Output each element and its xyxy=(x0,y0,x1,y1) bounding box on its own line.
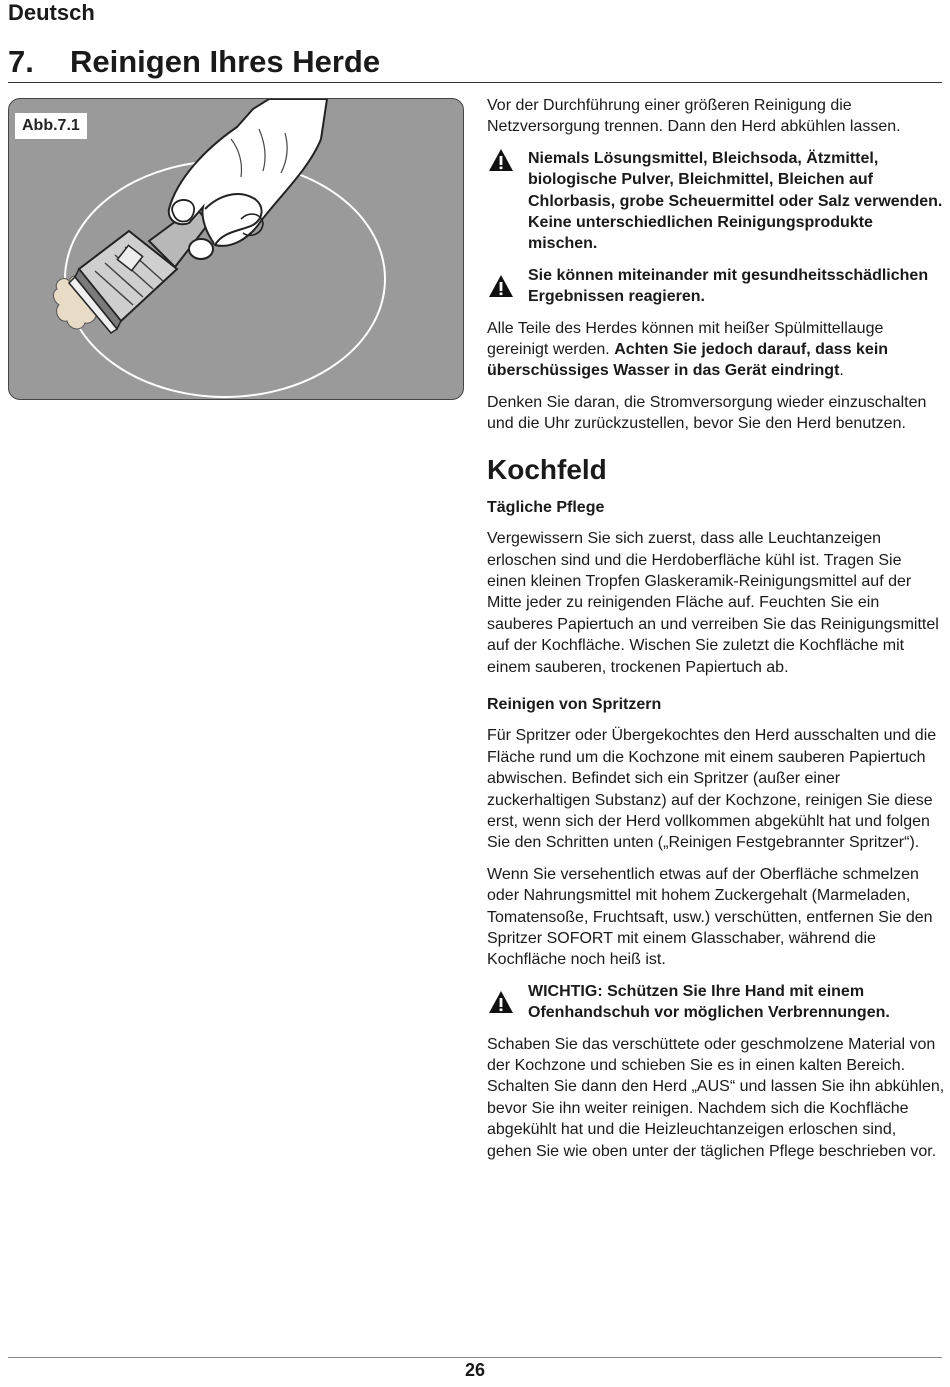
subsection-title-daily-care: Tägliche Pflege xyxy=(487,498,605,516)
figure-label: Abb.7.1 xyxy=(15,113,87,139)
language-label: Deutsch xyxy=(8,0,95,25)
warning-block-3 xyxy=(487,981,945,1024)
cleaning-parts-paragraph xyxy=(487,318,945,382)
cleaning-parts-emphasis: Achten Sie jedoch darauf, dass kein überschüssiges Wasser in das Gerät eindringt xyxy=(487,341,889,380)
warning-block-1 xyxy=(487,148,945,255)
power-reminder-paragraph: Denken Sie daran, die Stromversorgung wieder einzuschalten und die Uhr zurückzustellen, bevor Sie den Herd benutzen. xyxy=(487,393,927,433)
footer-divider xyxy=(8,1357,942,1358)
warning-text-2: Sie können miteinander mit gesundheitsschädlichen Ergebnissen reagieren. xyxy=(528,266,929,306)
spills-paragraph-3: Schaben Sie das verschüttete oder geschmolzene Material von der Kochzone und schieben Sie es in einen kalten Bereich. Schalten Sie dann den Herd „AUS“ und lassen Sie ihn abkühlen, bevor Sie ihn weiter reinigen. Nachdem sich die Kochfläche abgekühlt hat und die Heizleuchtanzeigen erloschen sind, gehen Sie wie oben unter der täglichen Pflege beschrieben vor. xyxy=(487,1035,945,1160)
cleaning-parts-text: Alle Teile des Herdes können mit heißer Spülmittellauge gereinigt werden. xyxy=(487,319,884,359)
warning-text-3: WICHTIG: Schützen Sie Ihre Hand mit einem Ofenhandschuh vor möglichen Verbrennungen. xyxy=(528,982,890,1022)
warning-triangle-icon xyxy=(488,148,514,172)
warning-triangle-icon xyxy=(488,990,514,1014)
warning-block-2 xyxy=(487,265,945,308)
scraper-hand-illustration xyxy=(9,99,463,399)
chapter-number: 7. xyxy=(8,44,34,79)
page-number: 26 xyxy=(464,1360,486,1380)
figure-scraper-illustration xyxy=(8,98,464,400)
header-divider xyxy=(8,82,942,83)
warning-triangle-icon xyxy=(488,274,514,298)
spills-paragraph-2: Wenn Sie versehentlich etwas auf der Oberfläche schmelzen oder Nahrungsmittel mit hohem Zuckergehalt (Marmeladen, Tomatensoße, Fruchtsaft, usw.) verschütten, entfernen Sie den Spritzer SOFORT mit einem Glasschaber, während die Kochfläche noch heiß ist. xyxy=(487,865,933,969)
warning-text-1: Niemals Lösungsmittel, Bleichsoda, Ätzmittel, biologische Pulver, Bleichmittel, Bleichen auf Chlorbasis, grobe Scheuermittel oder Salz verwenden. Keine unterschiedlichen Reinigungsprodukte mischen. xyxy=(528,149,943,253)
subsection-title-spills: Reinigen von Spritzern xyxy=(487,695,662,713)
intro-paragraph: Vor der Durchführung einer größeren Reinigung die Netzversorgung trennen. Dann den Herd abkühlen lassen. xyxy=(487,97,901,136)
cleaning-parts-end: . xyxy=(839,362,844,380)
spills-paragraph-1: Für Spritzer oder Übergekochtes den Herd ausschalten und die Fläche rund um die Kochzone mit einem sauberen Papiertuch abwischen. Befindet sich ein Spritzer (außer einer zuckerhaltigen Substanz) auf der Kochzone, reinigen Sie diese erst, wenn sich der Herd vollkommen abgekühlt hat und folgen Sie den Schritten unten („Reinigen Festgebrannter Spritzer“). xyxy=(487,727,937,852)
main-text-column xyxy=(487,95,945,1172)
chapter-title: Reinigen Ihres Herde xyxy=(70,44,381,79)
section-title: Kochfeld xyxy=(487,453,607,485)
chapter-heading xyxy=(8,44,380,80)
daily-care-paragraph: Vergewissern Sie sich zuerst, dass alle Leuchtanzeigen erloschen sind und die Herdoberfläche kühl ist. Tragen Sie einen kleinen Tropfen Glaskeramik-Reinigungsmittel auf der Mitte jeder zu reinigenden Fläche auf. Feuchten Sie ein sauberes Papiertuch an und verreiben Sie das Reinigungsmittel auf der Kochfläche. Wischen Sie zuletzt die Kochfläche mit einem sauberen, trockenen Papiertuch ab. xyxy=(487,530,939,676)
